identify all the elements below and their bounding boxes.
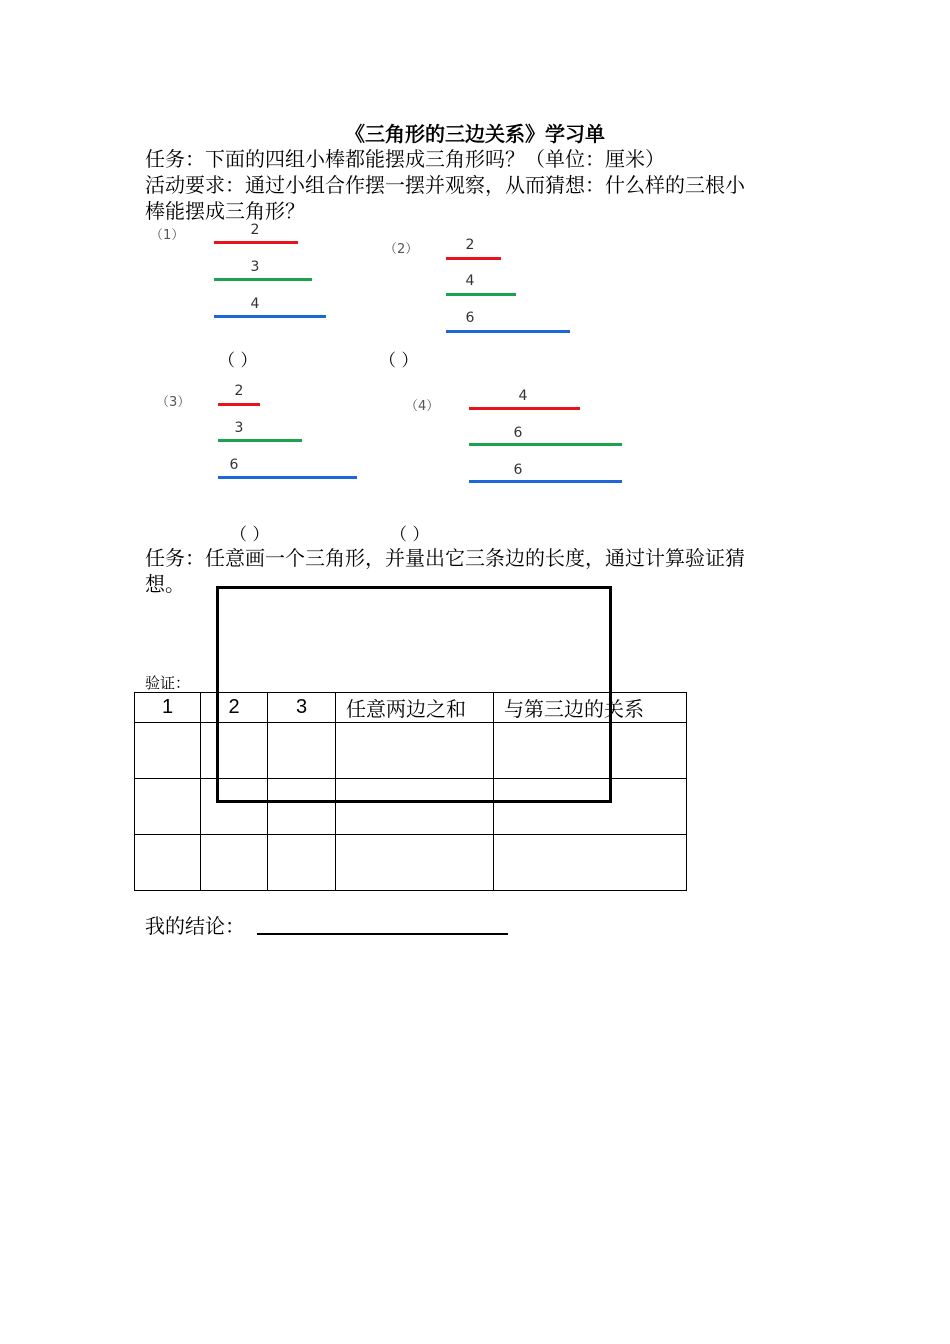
group-4-answer: （ ） [390, 525, 430, 545]
task2-line1: 任务：任意画一个三角形，并量出它三条边的长度，通过计算验证猜 [145, 546, 745, 570]
group-2-label: （2） [384, 242, 419, 257]
group-1-stick-2-label: 3 [250, 259, 260, 275]
group-1-stick-1 [214, 241, 298, 244]
group-3-stick-3 [218, 476, 357, 479]
group-1-stick-2 [214, 278, 312, 281]
table-header-cell: 2 [201, 693, 268, 723]
table-cell[interactable] [135, 779, 201, 835]
task2-line2: 想。 [145, 572, 185, 596]
conclusion-answer-line[interactable] [257, 933, 508, 935]
triangle-drawing-box[interactable] [216, 586, 612, 803]
group-2-stick-2-label: 4 [465, 273, 475, 289]
group-1-label: （1） [150, 228, 185, 243]
group-2-stick-3 [446, 330, 570, 333]
group-1-stick-1-label: 2 [250, 222, 260, 238]
table-header-cell: 任意两边之和 [336, 693, 494, 723]
group-3-stick-2-label: 3 [234, 420, 244, 436]
table-row [135, 835, 687, 891]
table-header-cell: 与第三边的关系 [494, 693, 687, 723]
group-3-stick-2 [218, 439, 302, 442]
group-3-stick-1-label: 2 [234, 383, 244, 399]
table-cell[interactable] [268, 835, 336, 891]
group-2-answer: （ ） [379, 351, 419, 371]
group-4-stick-1 [469, 407, 580, 410]
group-4-label: （4） [405, 399, 440, 414]
group-2-stick-1 [446, 257, 501, 260]
group-2-stick-3-label: 6 [465, 310, 475, 326]
table-cell[interactable] [135, 835, 201, 891]
table-header-cell: 3 [268, 693, 336, 723]
group-3-answer: （ ） [230, 525, 270, 545]
table-cell[interactable] [336, 835, 494, 891]
task1-line2: 活动要求：通过小组合作摆一摆并观察，从而猜想：什么样的三根小 [145, 173, 745, 197]
table-cell[interactable] [201, 835, 268, 891]
group-2-stick-2 [446, 293, 516, 296]
page-title: 《三角形的三边关系》学习单 [345, 122, 605, 146]
task1-line1: 任务：下面的四组小棒都能摆成三角形吗？（单位：厘米） [145, 147, 665, 171]
group-4-stick-3 [469, 480, 622, 483]
group-1-answer: （ ） [218, 351, 258, 371]
task1-line3: 棒能摆成三角形？ [145, 199, 305, 223]
group-3-label: （3） [156, 395, 191, 410]
group-1-stick-3 [214, 315, 326, 318]
table-header-cell: 1 [135, 693, 201, 723]
table-cell[interactable] [135, 723, 201, 779]
conclusion-label: 我的结论： [145, 914, 245, 938]
group-2-stick-1-label: 2 [465, 237, 475, 253]
group-4-stick-1-label: 4 [518, 388, 528, 404]
group-1-stick-3-label: 4 [250, 296, 260, 312]
group-3-stick-1 [218, 403, 260, 406]
group-4-stick-2 [469, 443, 622, 446]
group-3-stick-3-label: 6 [229, 457, 239, 473]
verify-label: 验证： [145, 674, 191, 692]
table-cell[interactable] [494, 835, 687, 891]
group-4-stick-2-label: 6 [513, 425, 523, 441]
group-4-stick-3-label: 6 [513, 462, 523, 478]
